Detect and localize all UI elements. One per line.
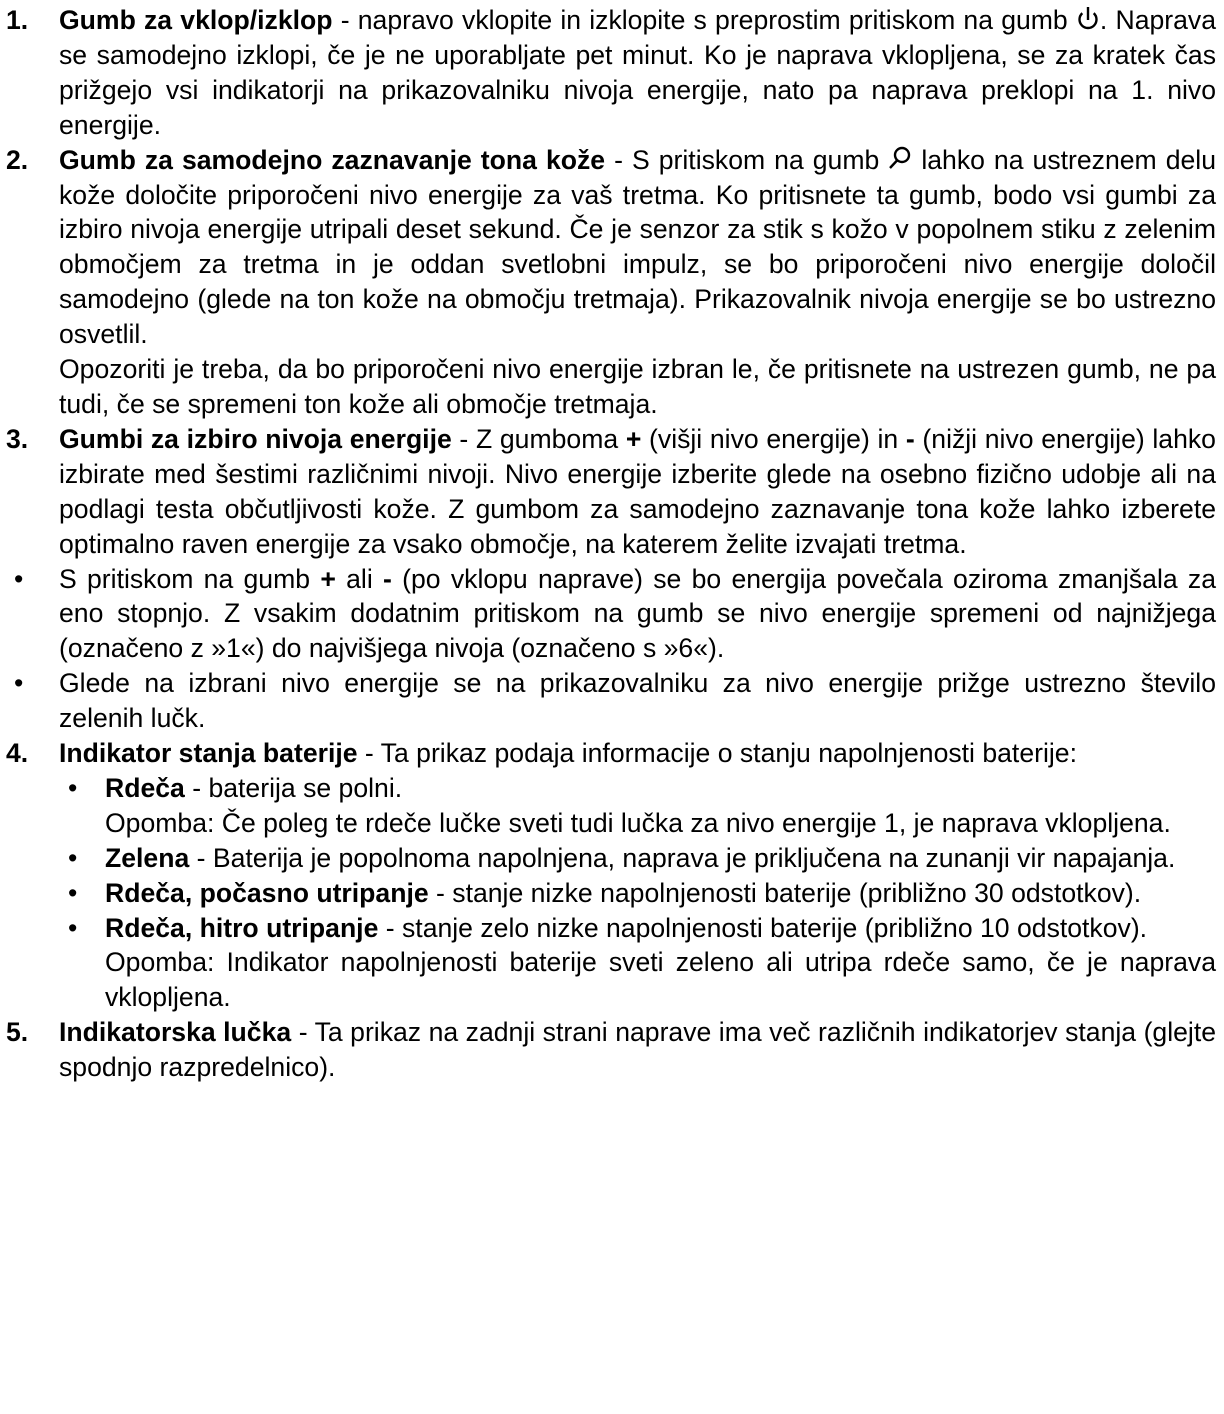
plus-symbol: + [625, 423, 642, 454]
bullet-marker: • [14, 563, 24, 594]
item-body [59, 3, 1216, 143]
minus-symbol: - [905, 423, 915, 454]
item-text: . Naprava se samodejno izklopi, če je ne uporabljate pet minut. Ko je naprava vklopljena, se za kratek čas prižgejo vsi indikatorji na prikazovalniku nivoja energije, nato pa naprava preklopi na 1. nivo energije. [59, 5, 1217, 140]
sub-bullet-body [105, 841, 1216, 876]
battery-state-red-slow-blink [6, 876, 1216, 911]
item-text: - Ta prikaz podaja informacije o stanju napolnjenosti baterije: [357, 738, 1077, 769]
bullet-marker: • [68, 772, 78, 803]
item-text: (višji nivo energije) in [641, 423, 906, 454]
sub-bullet-body [105, 911, 1216, 946]
item-number: 5. [6, 1017, 29, 1048]
list-item-1 [6, 3, 1216, 143]
battery-note-2: Opomba: Indikator napolnjenosti baterije sveti zeleno ali utripa rdeče samo, če je naprava vklopljena. [105, 947, 1216, 1013]
battery-state-red-fast-blink [6, 911, 1216, 946]
item-body [59, 1015, 1216, 1085]
bullet-body [59, 562, 1216, 667]
list-item-4 [6, 736, 1216, 771]
sub-bullet-text: - Baterija je popolnoma napolnjena, naprava je priključena na zunanji vir napajanja. [189, 842, 1176, 873]
sub-bullet-title: Rdeča, hitro utripanje [105, 912, 379, 943]
battery-state-green [6, 841, 1216, 876]
item-number: 4. [6, 738, 29, 769]
bullet-marker: • [68, 842, 78, 873]
plus-symbol: + [320, 563, 336, 594]
sub-bullet-text: - stanje nizke napolnjenosti baterije (približno 30 odstotkov). [428, 877, 1142, 908]
bullet-item [6, 562, 1216, 667]
document-page [6, 3, 1216, 1085]
bullet-text: ali [335, 563, 384, 594]
item-2-note: Opozoriti je treba, da bo priporočeni nivo energije izbran le, če pritisnete na ustrezen gumb, ne pa tudi, če se spremeni ton kože ali območje tretmaja. [59, 354, 1216, 419]
sub-bullet-title: Rdeča, počasno utripanje [105, 877, 429, 908]
bullet-text: S pritiskom na gumb [59, 563, 321, 594]
item-title: Indikatorska lučka [59, 1017, 292, 1048]
item-text: - Z gumboma [451, 423, 626, 454]
item-number: 1. [6, 5, 29, 35]
item-body [59, 143, 1216, 352]
bullet-text: Glede na izbrani nivo energije se na prikazovalniku za nivo energije prižge ustrezno število zelenih lučk. [59, 668, 1216, 734]
list-item-3 [6, 422, 1216, 562]
sub-bullet-body [105, 771, 1216, 806]
battery-note-1: Opomba: Če poleg te rdeče lučke sveti tudi lučka za nivo energije 1, je naprava vklopljena. [105, 807, 1171, 838]
item-title: Gumbi za izbiro nivoja energije [59, 423, 452, 454]
list-item-2 [6, 143, 1216, 352]
item-title: Gumb za vklop/izklop [59, 5, 333, 35]
bullet-marker: • [68, 912, 78, 943]
item-text: - S pritiskom na gumb [605, 144, 889, 175]
power-icon [1076, 4, 1100, 32]
item-text: lahko na ustreznem delu kože določite priporočeni nivo energije za vaš tretma. Ko pritisnete ta gumb, bodo vsi gumbi za izbiro nivoja energije utripali deset sekund. Če je senzor za stik s kožo v popolnem stiku z zelenim območjem za tretma in je oddan svetlobni impulz, se bo priporočeni nivo energije določil samodejno (glede na ton kože na območju tretmaja). Prikazovalnik nivoja energije se bo ustrezno osvetlil. [59, 144, 1216, 350]
battery-state-red [6, 771, 1216, 806]
item-body [59, 736, 1216, 771]
item-text: - napravo vklopite in izklopite s preprostim pritiskom na gumb [332, 5, 1076, 35]
list-item-5 [6, 1015, 1216, 1085]
bullet-marker: • [68, 877, 78, 908]
minus-symbol: - [383, 563, 392, 594]
bullet-marker: • [14, 668, 24, 699]
item-text: - Ta prikaz na zadnji strani naprave ima več različnih indikatorjev stanja (glejte spodnjo razpredelnico). [59, 1017, 1217, 1083]
item-body [59, 422, 1216, 562]
item-number: 2. [6, 144, 29, 175]
bullet-item [6, 666, 1216, 736]
item-title: Gumb za samodejno zaznavanje tona kože [59, 144, 606, 175]
sub-bullet-text: - baterija se polni. [184, 772, 403, 803]
sub-bullet-title: Rdeča [105, 772, 185, 803]
item-number: 3. [6, 423, 29, 454]
item-text: (nižji nivo energije) lahko izbirate med šestimi različnimi nivoji. Nivo energije izberite glede na osebno fizično udobje ali na podlagi testa občutljivosti kože. Z gumbom za samodejno zaznavanje tona kože lahko izberete optimalno raven energije za vsako območje, na katerem želite izvajati tretma. [59, 423, 1216, 559]
bullet-text: (po vklopu naprave) se bo energija povečala oziroma zmanjšala za eno stopnjo. Z vsakim dodatnim pritiskom na gumb se nivo energije spremeni od najnižjega (označeno z »1«) do najvišjega nivoja (označeno s »6«). [59, 563, 1216, 664]
magnifier-icon [888, 146, 912, 172]
item-title: Indikator stanja baterije [59, 738, 358, 769]
sub-bullet-text: - stanje zelo nizke napolnjenosti baterije (približno 10 odstotkov). [378, 912, 1148, 943]
sub-bullet-body [105, 876, 1216, 911]
sub-bullet-title: Zelena [105, 842, 190, 873]
